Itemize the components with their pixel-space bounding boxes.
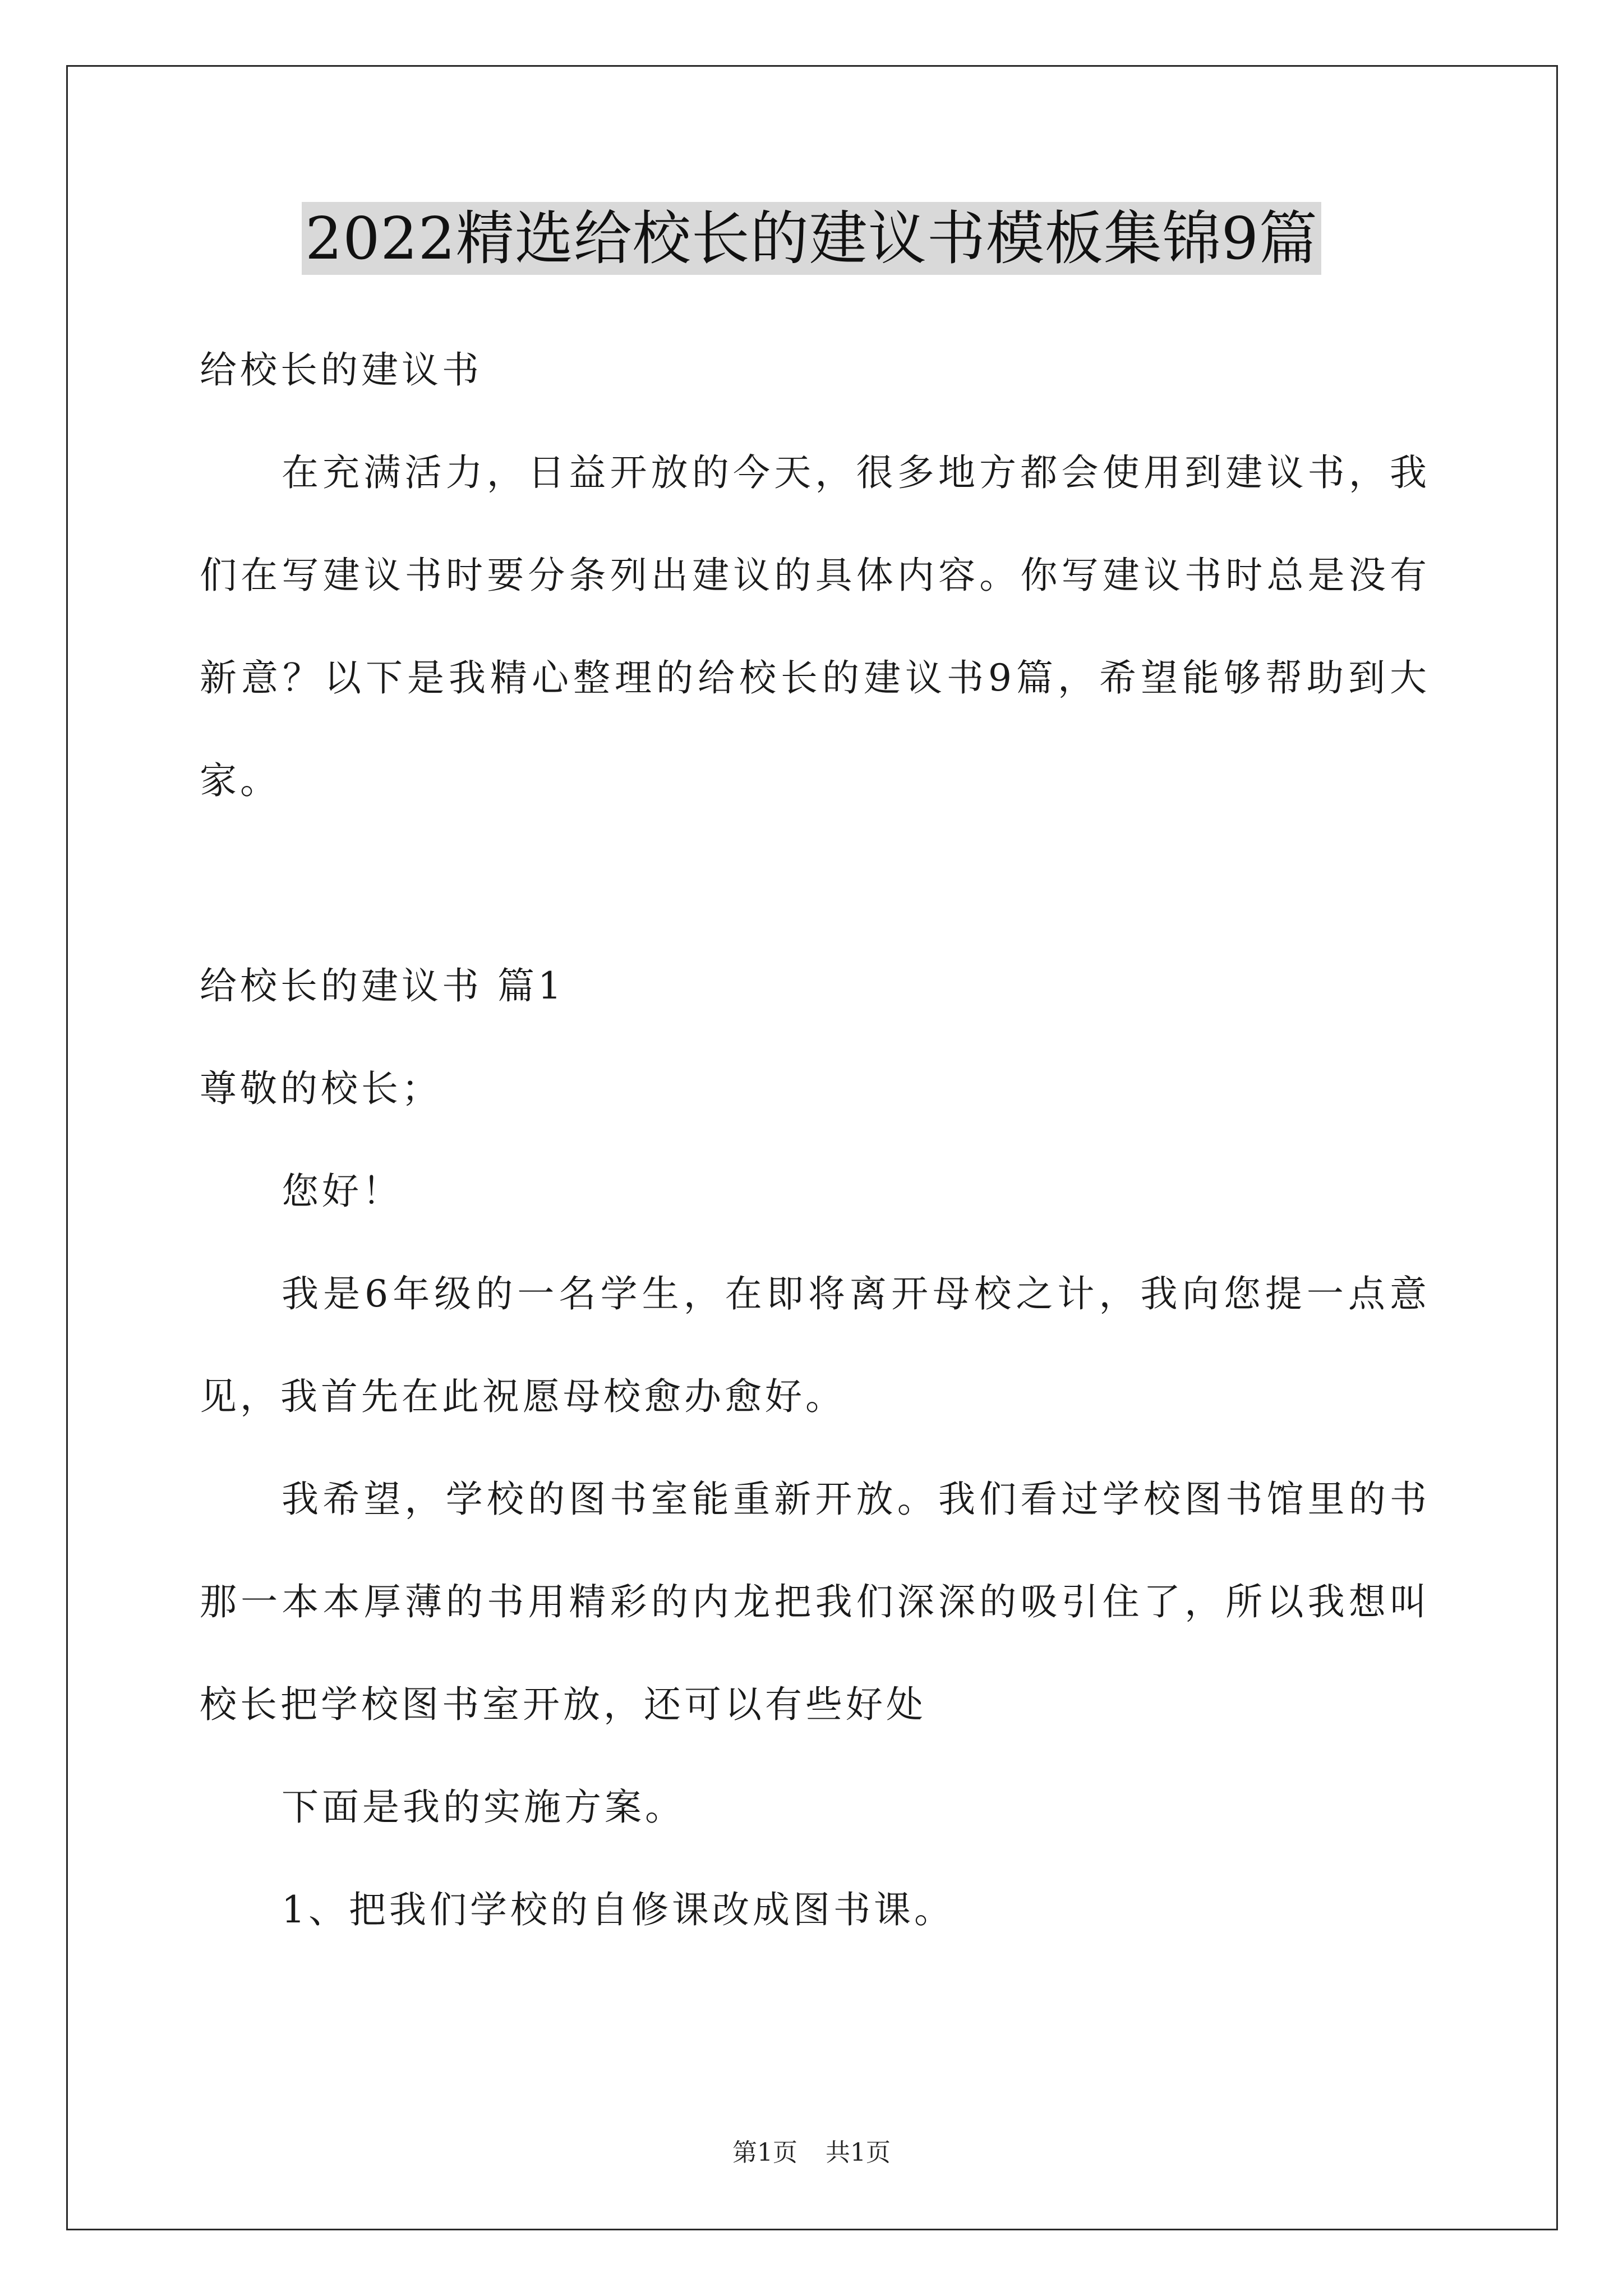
document-title: 2022精选给校长的建议书模板集锦9篇 (302, 202, 1321, 275)
intro-heading: 给校长的建议书 (200, 348, 482, 392)
intro-paragraph: 在充满活力，日益开放的今天，很多地方都会使用到建议书，我们在写建议书时要分条列出建议的具体内容。你写建议书时总是没有新意？以下是我精心整理的给校长的建议书9篇，希望能够帮助到大家。 (200, 451, 1430, 802)
page-number-current: 第1页 (732, 2138, 797, 2167)
page-number-total: 共1页 (826, 2138, 891, 2167)
salutation: 尊敬的校长； (200, 1067, 442, 1110)
document-body (200, 319, 1430, 1961)
page-footer (0, 2136, 1623, 2170)
body-paragraph: 我是6年级的一名学生，在即将离开母校之计，我向您提一点意见，我首先在此祝愿母校愈办愈好。 (200, 1272, 1430, 1418)
section-heading: 给校长的建议书 篇1 (200, 964, 565, 1007)
body-paragraph: 我希望，学校的图书室能重新开放。我们看过学校图书馆里的书那一本本厚薄的书用精彩的内龙把我们深深的吸引住了，所以我想叫校长把学校图书室开放，还可以有些好处 (200, 1478, 1430, 1726)
title-container (0, 202, 1623, 275)
list-item: 1、把我们学校的自修课改成图书课。 (282, 1888, 955, 1931)
paragraph-spacer (200, 832, 1430, 935)
greeting: 您好！ (282, 1170, 403, 1213)
body-paragraph: 下面是我的实施方案。 (282, 1786, 685, 1829)
